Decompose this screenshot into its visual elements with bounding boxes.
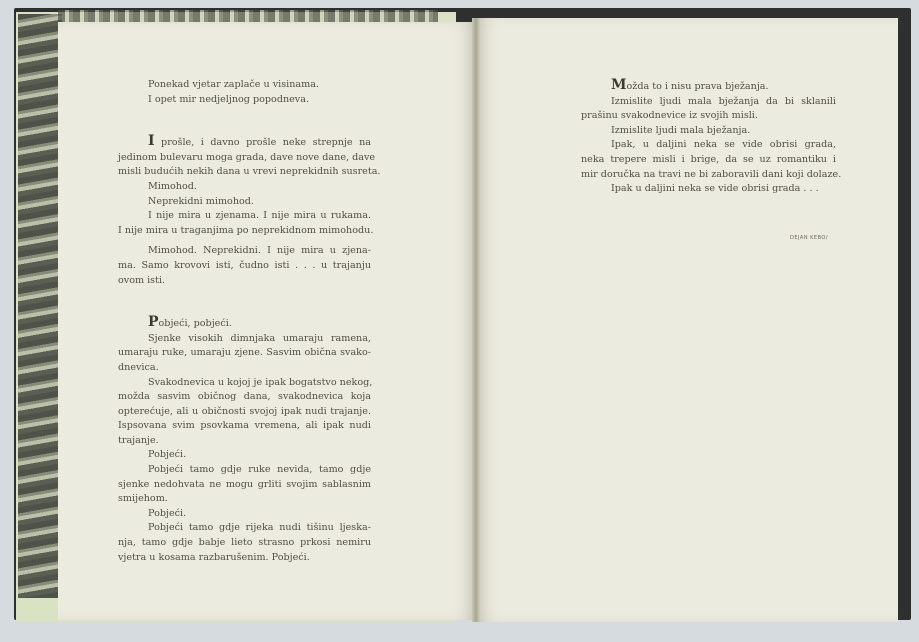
- drop-cap: P: [148, 314, 159, 331]
- text-line: I prošle, i davno prošle neke strepnje na: [148, 133, 371, 150]
- text-line: Pobjeći.: [148, 507, 187, 519]
- endpaper-illustration: [18, 14, 62, 598]
- text-line: Ispsovana svim psovkama vremena, ali ipak nudi: [118, 420, 371, 432]
- text-line: trajanje.: [118, 434, 159, 446]
- text-line: neka trepere misli i brige, da se uz romantiku i: [581, 153, 836, 165]
- author-signature: DEJAN KEBO/: [790, 235, 829, 241]
- text-line: Pobjeći tamo gdje rijeka nudi tišinu ljeska-: [148, 522, 371, 534]
- book-gutter: [472, 18, 480, 622]
- drop-cap: M: [611, 77, 627, 93]
- text-line: Pobjeći.: [148, 449, 187, 461]
- text-line: Mimohod. Neprekidni. I nije mira u zjena-: [148, 245, 371, 257]
- text-line: Možda to i nisu prava bježanja.: [611, 77, 769, 93]
- text-line: I nije mira u traganjima po neprekidnom mimohodu.: [118, 224, 374, 236]
- text-line: Mimohod.: [148, 180, 197, 192]
- text-line: Sjenke visokih dimnjaka umaraju ramena,: [148, 332, 371, 344]
- text-line: mir doručka na travi ne bi zaboravili dani koji dolaze.: [581, 168, 842, 180]
- left-page-text: [118, 78, 381, 565]
- text-line: Izmislite ljudi mala bježanja.: [611, 124, 751, 136]
- text-line: umaraju ruke, umaraju zjene. Sasvim obična svako-: [118, 347, 371, 359]
- text-line: vjetra u kosama razbarušenim. Pobjeći.: [118, 551, 310, 563]
- text-line: jedinom bulevaru moga grada, dave nove dane, dave: [118, 151, 376, 163]
- text-line: Ponekad vjetar zaplače u visinama.: [148, 79, 319, 90]
- text-line: nja, tamo gdje babje lieto strasno prkosi nemiru: [118, 537, 371, 549]
- text-line: prašinu svakodnevice iz svojih misli.: [581, 110, 758, 122]
- text-line: misli budućih nekih dana u vrevi neprekidnih susreta.: [118, 166, 381, 178]
- text-line: opterećuje, ali u običnosti svojoj ipak nudi trajanje.: [118, 405, 371, 417]
- text-line: Svakodnevica u kojoj je ipak bogatstvo nekog,: [148, 376, 373, 388]
- text-line: Ipak, u daljini neka se vide obrisi grada,: [611, 139, 836, 151]
- text-line: I opet mir nedjeljnog popodneva.: [148, 93, 309, 105]
- text-line: Pobjeći tamo gdje ruke nevida, tamo gdje: [148, 464, 371, 476]
- drop-cap: I: [148, 133, 155, 150]
- text-line: I nije mira u zjenama. I nije mira u rukama.: [148, 210, 371, 222]
- text-line: Pobjeći, pobjeći.: [148, 314, 232, 331]
- text-line: smijehom.: [118, 493, 168, 505]
- text-line: Neprekidni mimohod.: [148, 195, 254, 207]
- right-page-text: [581, 77, 842, 197]
- text-line: ma. Samo krovovi isti, čudno isti . . . u trajanju: [118, 259, 371, 271]
- text-line: dnevica.: [118, 361, 159, 373]
- text-line: ovom isti.: [118, 274, 166, 286]
- text-line: možda sasvim običnog dana, svakodnevica koja: [118, 391, 371, 403]
- text-line: Ipak u daljini neka se vide obrisi grada . . .: [611, 183, 819, 195]
- text-line: Izmislite ljudi mala bježanja da bi sklanili: [611, 95, 836, 107]
- text-line: sjenke nedohvata ne mogu grliti svojim sablasnim: [118, 478, 371, 490]
